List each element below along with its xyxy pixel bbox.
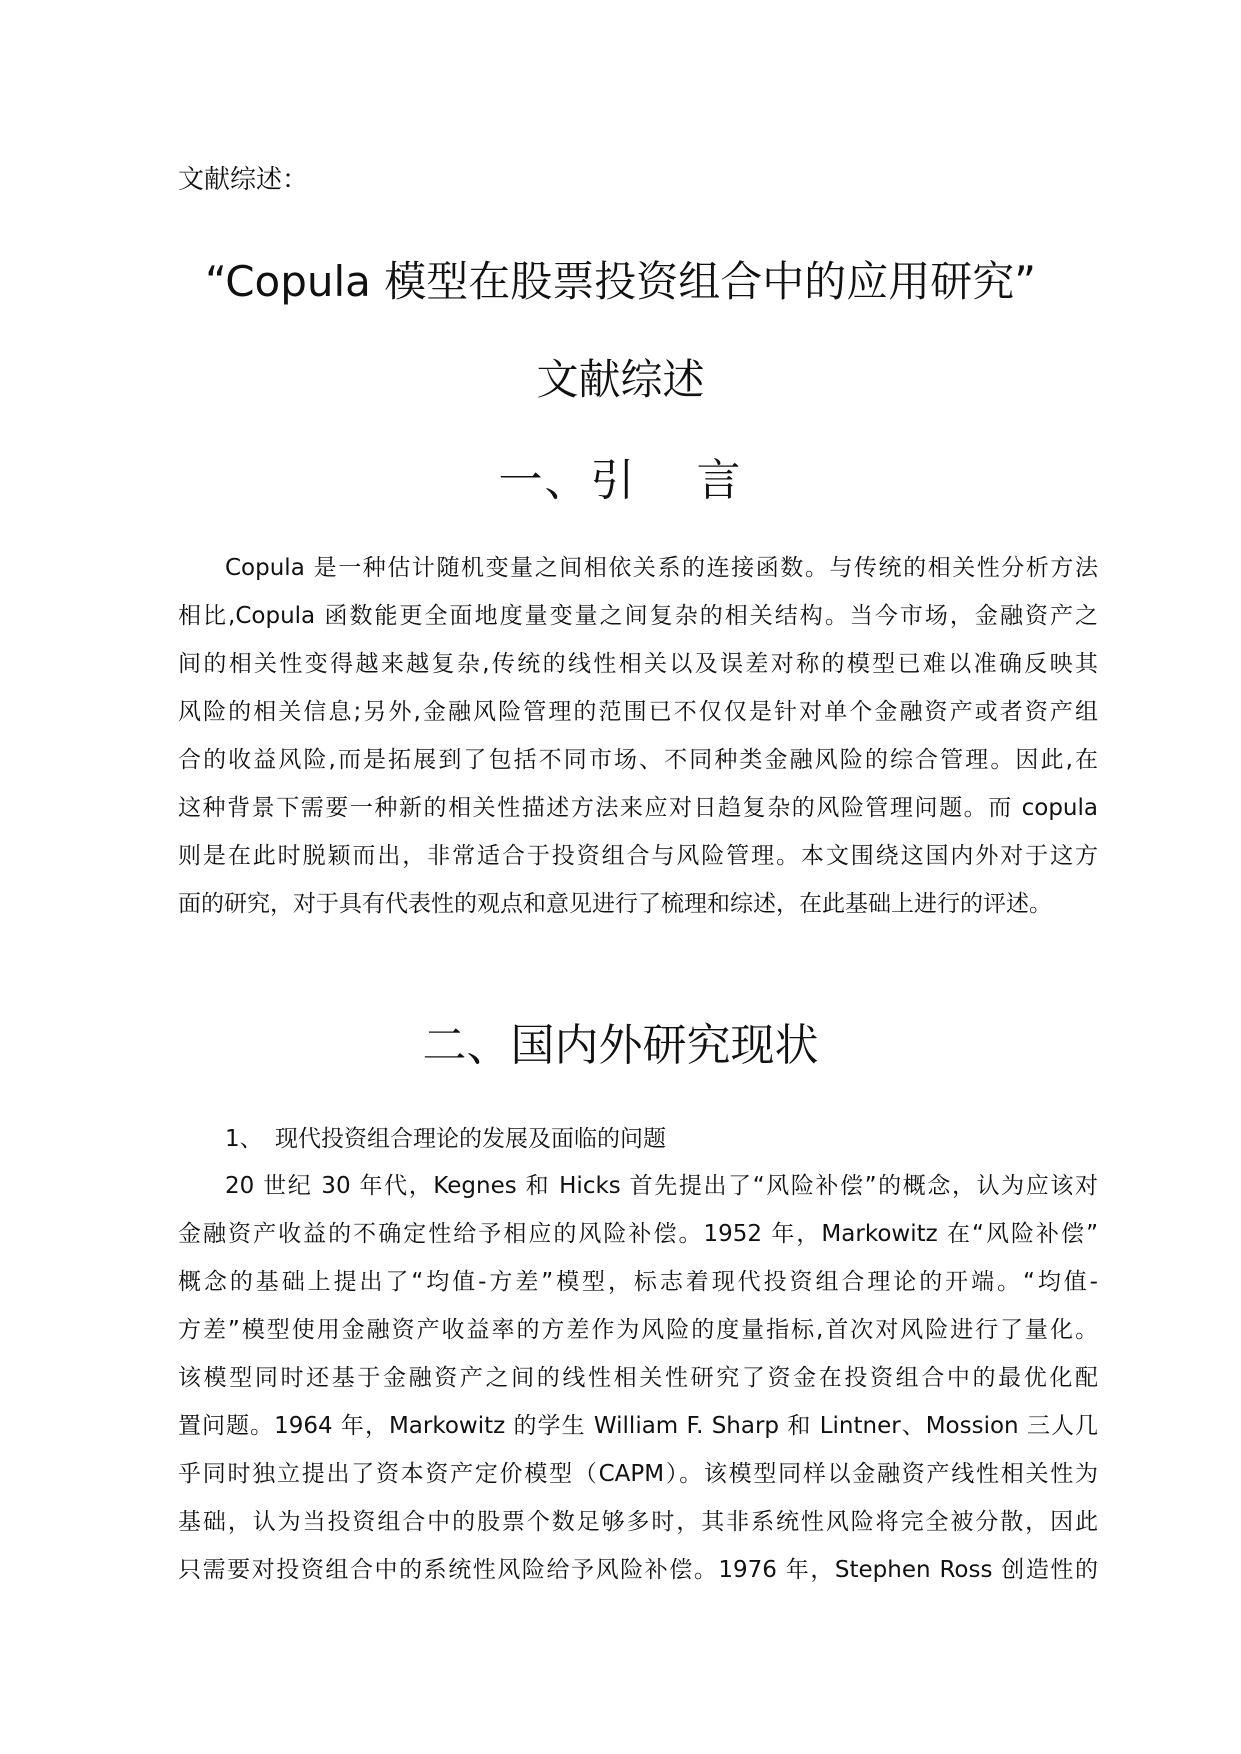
paragraph-line: 相比,Copula 函数能更全面地度量变量之间复杂的相关结构。当今市场，金融资产之 bbox=[178, 603, 1098, 629]
document-title-line-2: 文献综述 bbox=[536, 355, 705, 404]
subsection-title: 现代投资组合理论的发展及面临的问题 bbox=[275, 1126, 666, 1152]
paragraph-line: 置问题。1964 年，Markowitz 的学生 William F. Sharp 和 Lintner、Mossion 三人几 bbox=[178, 1413, 1098, 1439]
section-heading-introduction bbox=[130, 453, 1111, 509]
document-title: “Copula 模型在股票投资组合中的应用研究” bbox=[204, 257, 1037, 306]
section-heading-introduction-part-2: 言 bbox=[696, 455, 743, 506]
paragraph-line: 金融资产收益的不确定性给予相应的风险补偿。1952 年，Markowitz 在“风险补偿” bbox=[178, 1221, 1098, 1247]
history-paragraph bbox=[178, 1162, 1098, 1594]
paragraph-line: 只需要对投资组合中的系统性风险给予风险补偿。1976 年，Stephen Ross 创造性的 bbox=[178, 1557, 1098, 1583]
paragraph-line: 面的研究，对于具有代表性的观点和意见进行了梳理和综述，在此基础上进行的评述。 bbox=[178, 891, 1052, 917]
subsection-number: 1、 bbox=[225, 1126, 263, 1152]
introduction-paragraph bbox=[178, 544, 1098, 928]
paragraph-line: Copula 是一种估计随机变量之间相依关系的连接函数。与传统的相关性分析方法 bbox=[225, 555, 1098, 581]
section-heading-introduction-part-1: 一、引 bbox=[498, 455, 637, 506]
subsection-heading bbox=[225, 1119, 666, 1159]
paragraph-line: 则是在此时脱颖而出，非常适合于投资组合与风险管理。本文围绕这国内外对于这方 bbox=[178, 843, 1098, 869]
paragraph-line: 基础，认为当投资组合中的股票个数足够多时，其非系统性风险将完全被分散，因此 bbox=[178, 1509, 1098, 1535]
paragraph-line: 方差”模型使用金融资产收益率的方差作为风险的度量指标,首次对风险进行了量化。 bbox=[178, 1317, 1098, 1343]
paragraph-line: 间的相关性变得越来越复杂,传统的线性相关以及误差对称的模型已难以准确反映其 bbox=[178, 651, 1098, 677]
section-heading-research-status: 二、国内外研究现状 bbox=[422, 1020, 819, 1071]
paragraph-line: 20 世纪 30 年代，Kegnes 和 Hicks 首先提出了“风险补偿”的概念，认为应该对 bbox=[225, 1173, 1098, 1199]
paragraph-line: 合的收益风险,而是拓展到了包括不同市场、不同种类金融风险的综合管理。因此,在 bbox=[178, 747, 1098, 773]
document-type-label: 文献综述： bbox=[178, 165, 309, 195]
paragraph-line: 该模型同时还基于金融资产之间的线性相关性研究了资金在投资组合中的最优化配 bbox=[178, 1365, 1098, 1391]
paragraph-line: 风险的相关信息;另外,金融风险管理的范围已不仅仅是针对单个金融资产或者资产组 bbox=[178, 699, 1098, 725]
paragraph-line: 概念的基础上提出了“均值-方差”模型，标志着现代投资组合理论的开端。“均值- bbox=[178, 1269, 1098, 1295]
paragraph-line: 乎同时独立提出了资本资产定价模型（CAPM）。该模型同样以金融资产线性相关性为 bbox=[178, 1461, 1098, 1487]
paragraph-line: 这种背景下需要一种新的相关性描述方法来应对日趋复杂的风险管理问题。而 copula bbox=[178, 795, 1098, 821]
